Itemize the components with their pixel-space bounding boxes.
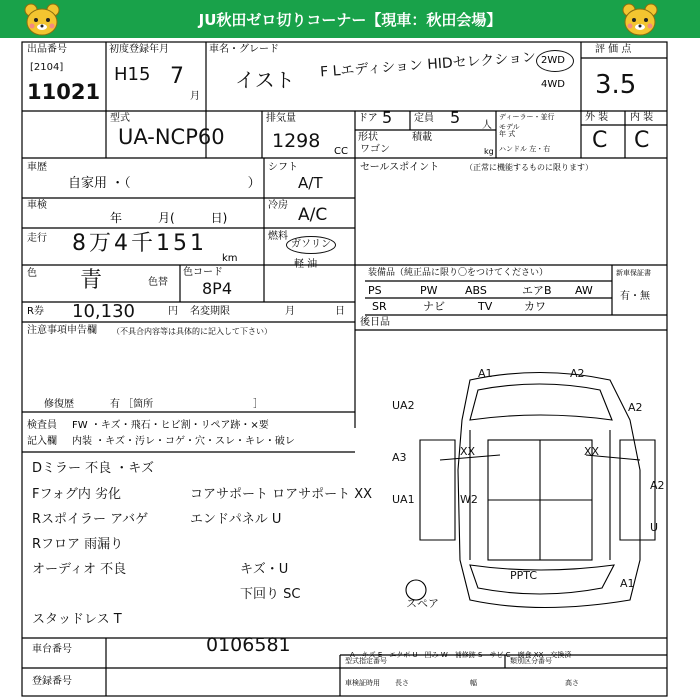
diagram-label: UA2 (392, 399, 415, 412)
equipment-item: ナビ (423, 300, 445, 313)
damage-legend: A－キズ E－エクボ U－凹み W－補修跡 S－サビ C－腐食 XX－交換済 (350, 651, 572, 659)
handwritten-note: 下回り SC (240, 587, 301, 602)
equipment-item: PW (420, 284, 438, 297)
diagram-label: A3 (392, 451, 407, 464)
handwritten-note: キズ・U (240, 562, 289, 577)
color-label: 色 (27, 268, 37, 279)
diagram-label: A1 (620, 577, 635, 590)
diagram-label: A1 (478, 367, 493, 380)
history-label: 車歴 (27, 162, 47, 173)
equipment-item: ABS (465, 284, 487, 297)
diagram-label: A2 (650, 479, 665, 492)
fuel-alt: 軽 油 (294, 259, 318, 270)
rating-label: 評 価 点 (595, 44, 632, 55)
chassis-number: 0106581 (206, 634, 291, 656)
handwritten-note: Rスポイラー アバゲ (32, 512, 149, 527)
capacity-label: 定員 (414, 113, 434, 124)
chassis-label: 車台番号 (32, 644, 72, 655)
load-label: 積載 (412, 132, 432, 143)
history: 自家用 ・（ ） (68, 176, 261, 191)
model-type: UA-NCP60 (118, 125, 225, 149)
class-label: 類別区分番号 (510, 657, 552, 665)
inspection-row1: FW ・キズ・飛石・ヒビ割・リペア跡・×要 (72, 420, 269, 431)
equipment-label: 装備品（純正品に限り〇をつけてください） (368, 268, 549, 278)
shift: A/T (298, 174, 323, 192)
width-label: 幅 (470, 679, 477, 687)
inspection-fields: 年 月( 日) (110, 211, 228, 225)
handwritten-note: Dミラー 不良 ・キズ (32, 461, 155, 476)
dealer-label: ディーラー・並行 (499, 113, 555, 121)
model-type-label: 型式 (110, 113, 130, 124)
sale-points-label: セールスポイント (360, 162, 440, 173)
lot-number: 11021 (27, 80, 101, 104)
diagram-label: W2 (460, 493, 478, 506)
fuel-label: 燃料 (268, 231, 288, 242)
notes-sub: （不具合内容等は具体的に記入して下さい） (112, 327, 272, 336)
notes-label: 注意事項申告欄 (27, 325, 97, 336)
diagram-label: XX (460, 445, 476, 458)
type-cert-label: 型式指定番号 (345, 657, 387, 665)
shape: ワゴン (360, 144, 390, 155)
mileage: 8万4千151 (72, 231, 207, 256)
handwritten-note: オーディオ 不良 (32, 562, 127, 577)
name-change-label: 名変期限 (190, 306, 230, 317)
month-unit: 月 (190, 91, 200, 102)
exterior-label: 外 装 (585, 112, 609, 123)
rating-value: 3.5 (595, 70, 637, 100)
lot-number-label: 出品番号 (27, 44, 67, 55)
displacement-label: 排気量 (266, 113, 296, 124)
equipment-item: カワ (524, 300, 546, 313)
new-cert-label: 新車保証書 (616, 269, 651, 277)
drive-4wd: 4WD (541, 79, 565, 90)
diagram-label: A2 (570, 367, 585, 380)
model-year-label: モデル 年 式 (499, 123, 520, 138)
equipment-item: SR (372, 300, 387, 313)
diagram-label: A2 (628, 401, 643, 414)
recycle-value: 10,130 (72, 301, 135, 322)
dims-label: 車検証時用 (345, 679, 380, 687)
recycle-label: R券 (27, 306, 44, 317)
name-change-month: 月 (285, 306, 295, 317)
length-label: 長さ (395, 679, 409, 687)
inspection-row2: 内装 ・キズ・汚レ・コゲ・穴・スレ・キレ・破レ (72, 436, 295, 447)
equipment-item: PS (368, 284, 382, 297)
mileage-label: 走行 (27, 233, 47, 244)
shape-label: 形状 (358, 132, 378, 143)
handwritten-note: スタッドレス T (32, 612, 122, 627)
handle-label: ハンドル 左・右 (499, 145, 551, 153)
new-cert: 有・無 (620, 291, 650, 302)
recycle-unit: 円 (168, 306, 178, 317)
color-code: 8P4 (202, 279, 233, 298)
ac-label: 冷房 (268, 200, 288, 211)
color-code-label: 色コード (183, 267, 223, 278)
doors-label: ドア (358, 113, 378, 124)
shift-label: シフト (268, 162, 298, 173)
interior-label: 内 装 (630, 112, 654, 123)
repair-label: 修復歴 (44, 399, 74, 410)
sale-points-sub: （正常に機能するものに限ります） (465, 163, 593, 172)
lot-code: [2104] (30, 62, 64, 73)
displacement: 1298 (272, 130, 321, 152)
exterior-grade: C (592, 128, 608, 153)
inspection-label: 車検 (27, 200, 47, 211)
ac: A/C (298, 205, 328, 225)
equipment-item: AW (575, 284, 593, 297)
diagram-label: U (650, 521, 659, 534)
load-unit: kg (484, 147, 494, 156)
first-reg-month: 7 (170, 64, 184, 89)
repair: 有 ［箇所 ］ (110, 399, 264, 410)
first-reg-year: H15 (114, 64, 151, 85)
handwritten-note: エンドパネル U (190, 512, 282, 527)
doors: 5 (382, 108, 393, 127)
name-change-day: 日 (335, 306, 345, 317)
diagram-label: UA1 (392, 493, 415, 506)
color-replaced-label: 色替 (148, 277, 168, 288)
first-reg-label: 初度登録年月 (109, 44, 169, 55)
page-title: JU秋田ゼロ切りコーナー【現車：秋田会場】 (198, 11, 502, 29)
car-name: イスト (235, 68, 295, 92)
mileage-unit: km (222, 253, 238, 264)
handwritten-note: コアサポート ロアサポート XX (190, 487, 373, 502)
grade: F Lエディション HIDセレクション (319, 49, 537, 81)
inspector-label: 検査員 (27, 420, 57, 431)
capacity-unit: 人 (482, 120, 492, 131)
cc-label: CC (334, 146, 348, 157)
capacity: 5 (450, 108, 461, 127)
height-label: 高さ (565, 679, 579, 687)
diagram-label: スペア (406, 597, 439, 610)
handwritten-note: Rフロア 雨漏り (32, 537, 124, 552)
interior-grade: C (634, 128, 650, 153)
fuel: ガソリン (291, 239, 331, 250)
record-label: 記入欄 (27, 436, 57, 447)
equipment-item: エアB (522, 284, 552, 297)
drive-2wd: 2WD (541, 55, 565, 66)
car-name-label: 車名・グレード (209, 44, 279, 55)
color: 青 (80, 268, 103, 293)
rear-items-label: 後日品 (360, 317, 390, 328)
handwritten-note: Fフォグ内 劣化 (32, 487, 121, 502)
equipment-item: TV (478, 300, 493, 313)
diagram-label: PPTC (510, 569, 538, 582)
diagram-label: XX (584, 445, 600, 458)
registration-label: 登録番号 (32, 676, 72, 687)
